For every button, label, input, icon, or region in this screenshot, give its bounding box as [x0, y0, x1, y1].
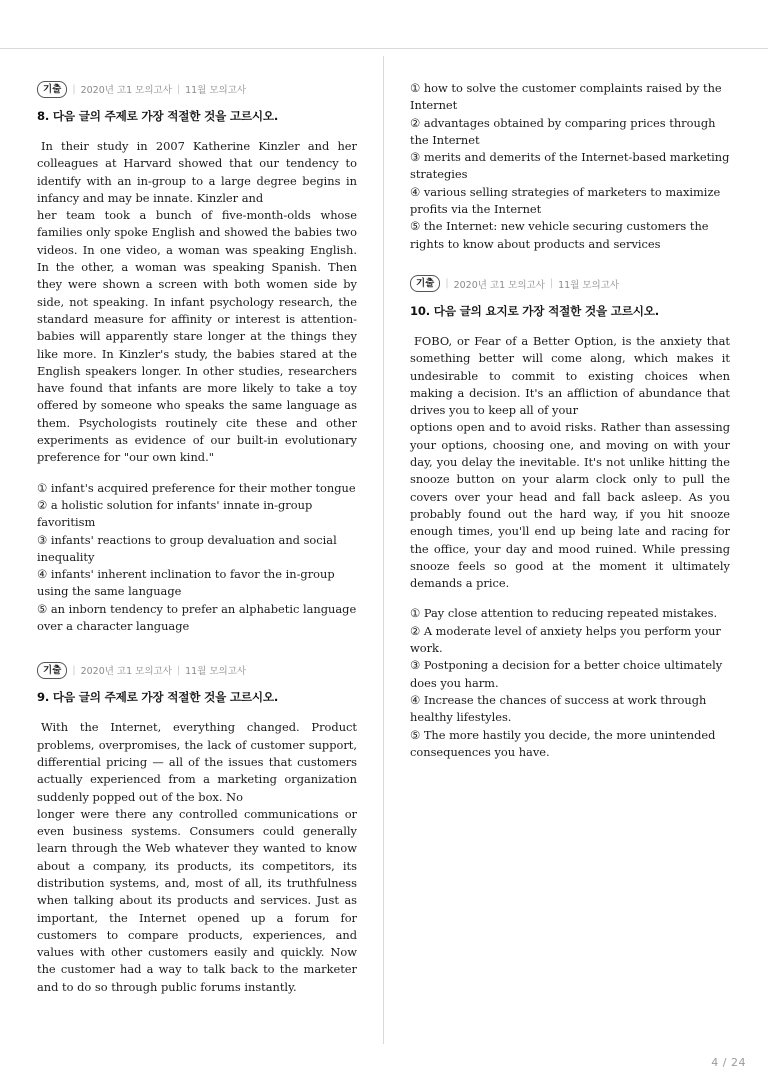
spacer	[410, 253, 730, 275]
exam-year: 2020년 고1 모의고사	[453, 279, 545, 291]
choice-4[interactable]: ④ Increase the chances of success at work through healthy lifestyles.	[410, 692, 707, 725]
choice-4[interactable]: ④ infants' inherent inclination to favor the in-group using the same language	[37, 567, 335, 599]
passage	[410, 333, 730, 592]
answer-choices	[410, 605, 730, 761]
question-tag-row	[410, 275, 730, 293]
passage-paragraph: With the Internet, everything changed. Product problems, overpromises, the lack of customer support, differential pricing — all of the issues that customers actually experienced from a marketing organization suddenly popped out of the box. No	[37, 720, 357, 804]
question-10	[410, 275, 730, 761]
question-title: 9. 다음 글의 주제로 가장 적절한 것을 고르시오.	[37, 690, 279, 705]
passage-paragraph: her team took a bunch of five-month-olds whose families only spoke English and showed the babies two videos. In one video, a woman was speaking English. In the other, a woman was speaking Spanish. Then they were shown a screen with both women side by side, not speaking. In infant psychology research, the standard measure for affinity or interest is attention-babies will apparently stare longer at the things they like more. In Kinzler's study, the babies stared at the English speakers longer. In other studies, researchers have found that infants are more likely to take a toy offered by someone who speaks the same language as them. Psychologists routinely cite these and other experiments as evidence of our built-in evolutionary preference for "our own kind."	[37, 208, 357, 465]
choice-1[interactable]: ① how to solve the customer complaints raised by the Internet	[410, 81, 722, 113]
exam-year: 2020년 고1 모의고사	[80, 85, 172, 96]
passage-paragraph: In their study in 2007 Katherine Kinzler and her colleagues at Harvard showed that our tendency to identify with an in-group to a large degree begins in infancy and may be innate. Kinzler and	[37, 139, 357, 205]
answer-choices	[37, 480, 357, 636]
question-title: 8. 다음 글의 주제로 가장 적절한 것을 고르시오.	[37, 109, 279, 123]
choice-4[interactable]: ④ various selling strategies of marketers to maximize profits via the Internet	[410, 184, 721, 217]
choice-2[interactable]: ② A moderate level of anxiety helps you perform your work.	[410, 623, 721, 656]
choice-1[interactable]: ① infant's acquired preference for their mother tongue	[37, 480, 356, 495]
tag-separator: |	[445, 278, 449, 290]
tag-separator: |	[72, 664, 76, 676]
question-9	[37, 661, 357, 996]
choice-2[interactable]: ② a holistic solution for infants' innate in-group favoritism	[37, 497, 313, 530]
header-rule	[0, 48, 768, 49]
choice-3[interactable]: ③ merits and demerits of the Internet-based marketing strategies	[410, 150, 730, 182]
source-badge: 기출	[37, 81, 67, 98]
passage-paragraph: longer were there any controlled communications or even business systems. Consumers could generally learn through the Web whatever they wanted to know about a company, its products, its competitors, its distribution systems, and, most of all, its truthfulness when talking about its products and services. Just as important, the Internet opened up a forum for customers to compare products, experiences, and values with other customers easily and quickly. Now the customer had a way to talk back to the marketer and to do so through public forums instantly.	[37, 806, 357, 994]
choice-3[interactable]: ③ Postponing a decision for a better choice ultimately does you harm.	[410, 658, 723, 690]
question-tag-row	[37, 80, 357, 98]
passage	[37, 719, 357, 996]
page-number: 4 / 24	[711, 1056, 746, 1069]
exam-month: 11월 모의고사	[185, 666, 247, 678]
tag-separator: |	[549, 278, 554, 290]
choice-5[interactable]: ⑤ The more hastily you decide, the more unintended consequences you have.	[410, 727, 716, 759]
source-badge: 기출	[37, 662, 67, 679]
left-column	[37, 80, 357, 996]
question-title: 10. 다음 글의 요지로 가장 적절한 것을 고르시오.	[410, 303, 659, 318]
right-column	[410, 80, 730, 761]
tag-separator: |	[176, 664, 181, 676]
exam-month: 11월 모의고사	[558, 279, 620, 291]
source-badge: 기출	[410, 275, 440, 292]
column-divider	[383, 56, 384, 1044]
spacer	[37, 635, 357, 661]
passage-paragraph: FOBO, or Fear of a Better Option, is the anxiety that something better will come along, which makes it undesirable to commit to existing choices when making a decision. It's an affliction of abundance that drives you to keep all of your	[410, 333, 730, 418]
choice-2[interactable]: ② advantages obtained by comparing prices through the Internet	[410, 115, 716, 147]
choice-3[interactable]: ③ infants' reactions to group devaluation and social inequality	[37, 532, 337, 564]
answer-choices	[410, 80, 730, 253]
choice-5[interactable]: ⑤ an inborn tendency to prefer an alphabetic language over a character language	[37, 601, 357, 634]
passage	[37, 138, 357, 467]
passage-paragraph: options open and to avoid risks. Rather than assessing your options, choosing one, and moving on with your day, you delay the inevitable. It's not unlike hitting the snooze button on your alarm clock only to pull the covers over your head and fall back asleep. As you probably found out the hard way, if you hit snooze enough times, you'll end up being late and racing for the office, your day and mood ruined. While pressing snooze feels so good at the moment it ultimately demands a price.	[410, 420, 730, 591]
question-tag-row	[37, 661, 357, 679]
choice-1[interactable]: ① Pay close attention to reducing repeated mistakes.	[410, 606, 718, 621]
tag-separator: |	[176, 83, 181, 95]
tag-separator: |	[72, 83, 76, 95]
question-8	[37, 80, 357, 635]
exam-year: 2020년 고1 모의고사	[80, 666, 172, 678]
choice-5[interactable]: ⑤ the Internet: new vehicle securing customers the rights to know about products and services	[410, 219, 709, 251]
exam-month: 11월 모의고사	[185, 85, 247, 96]
